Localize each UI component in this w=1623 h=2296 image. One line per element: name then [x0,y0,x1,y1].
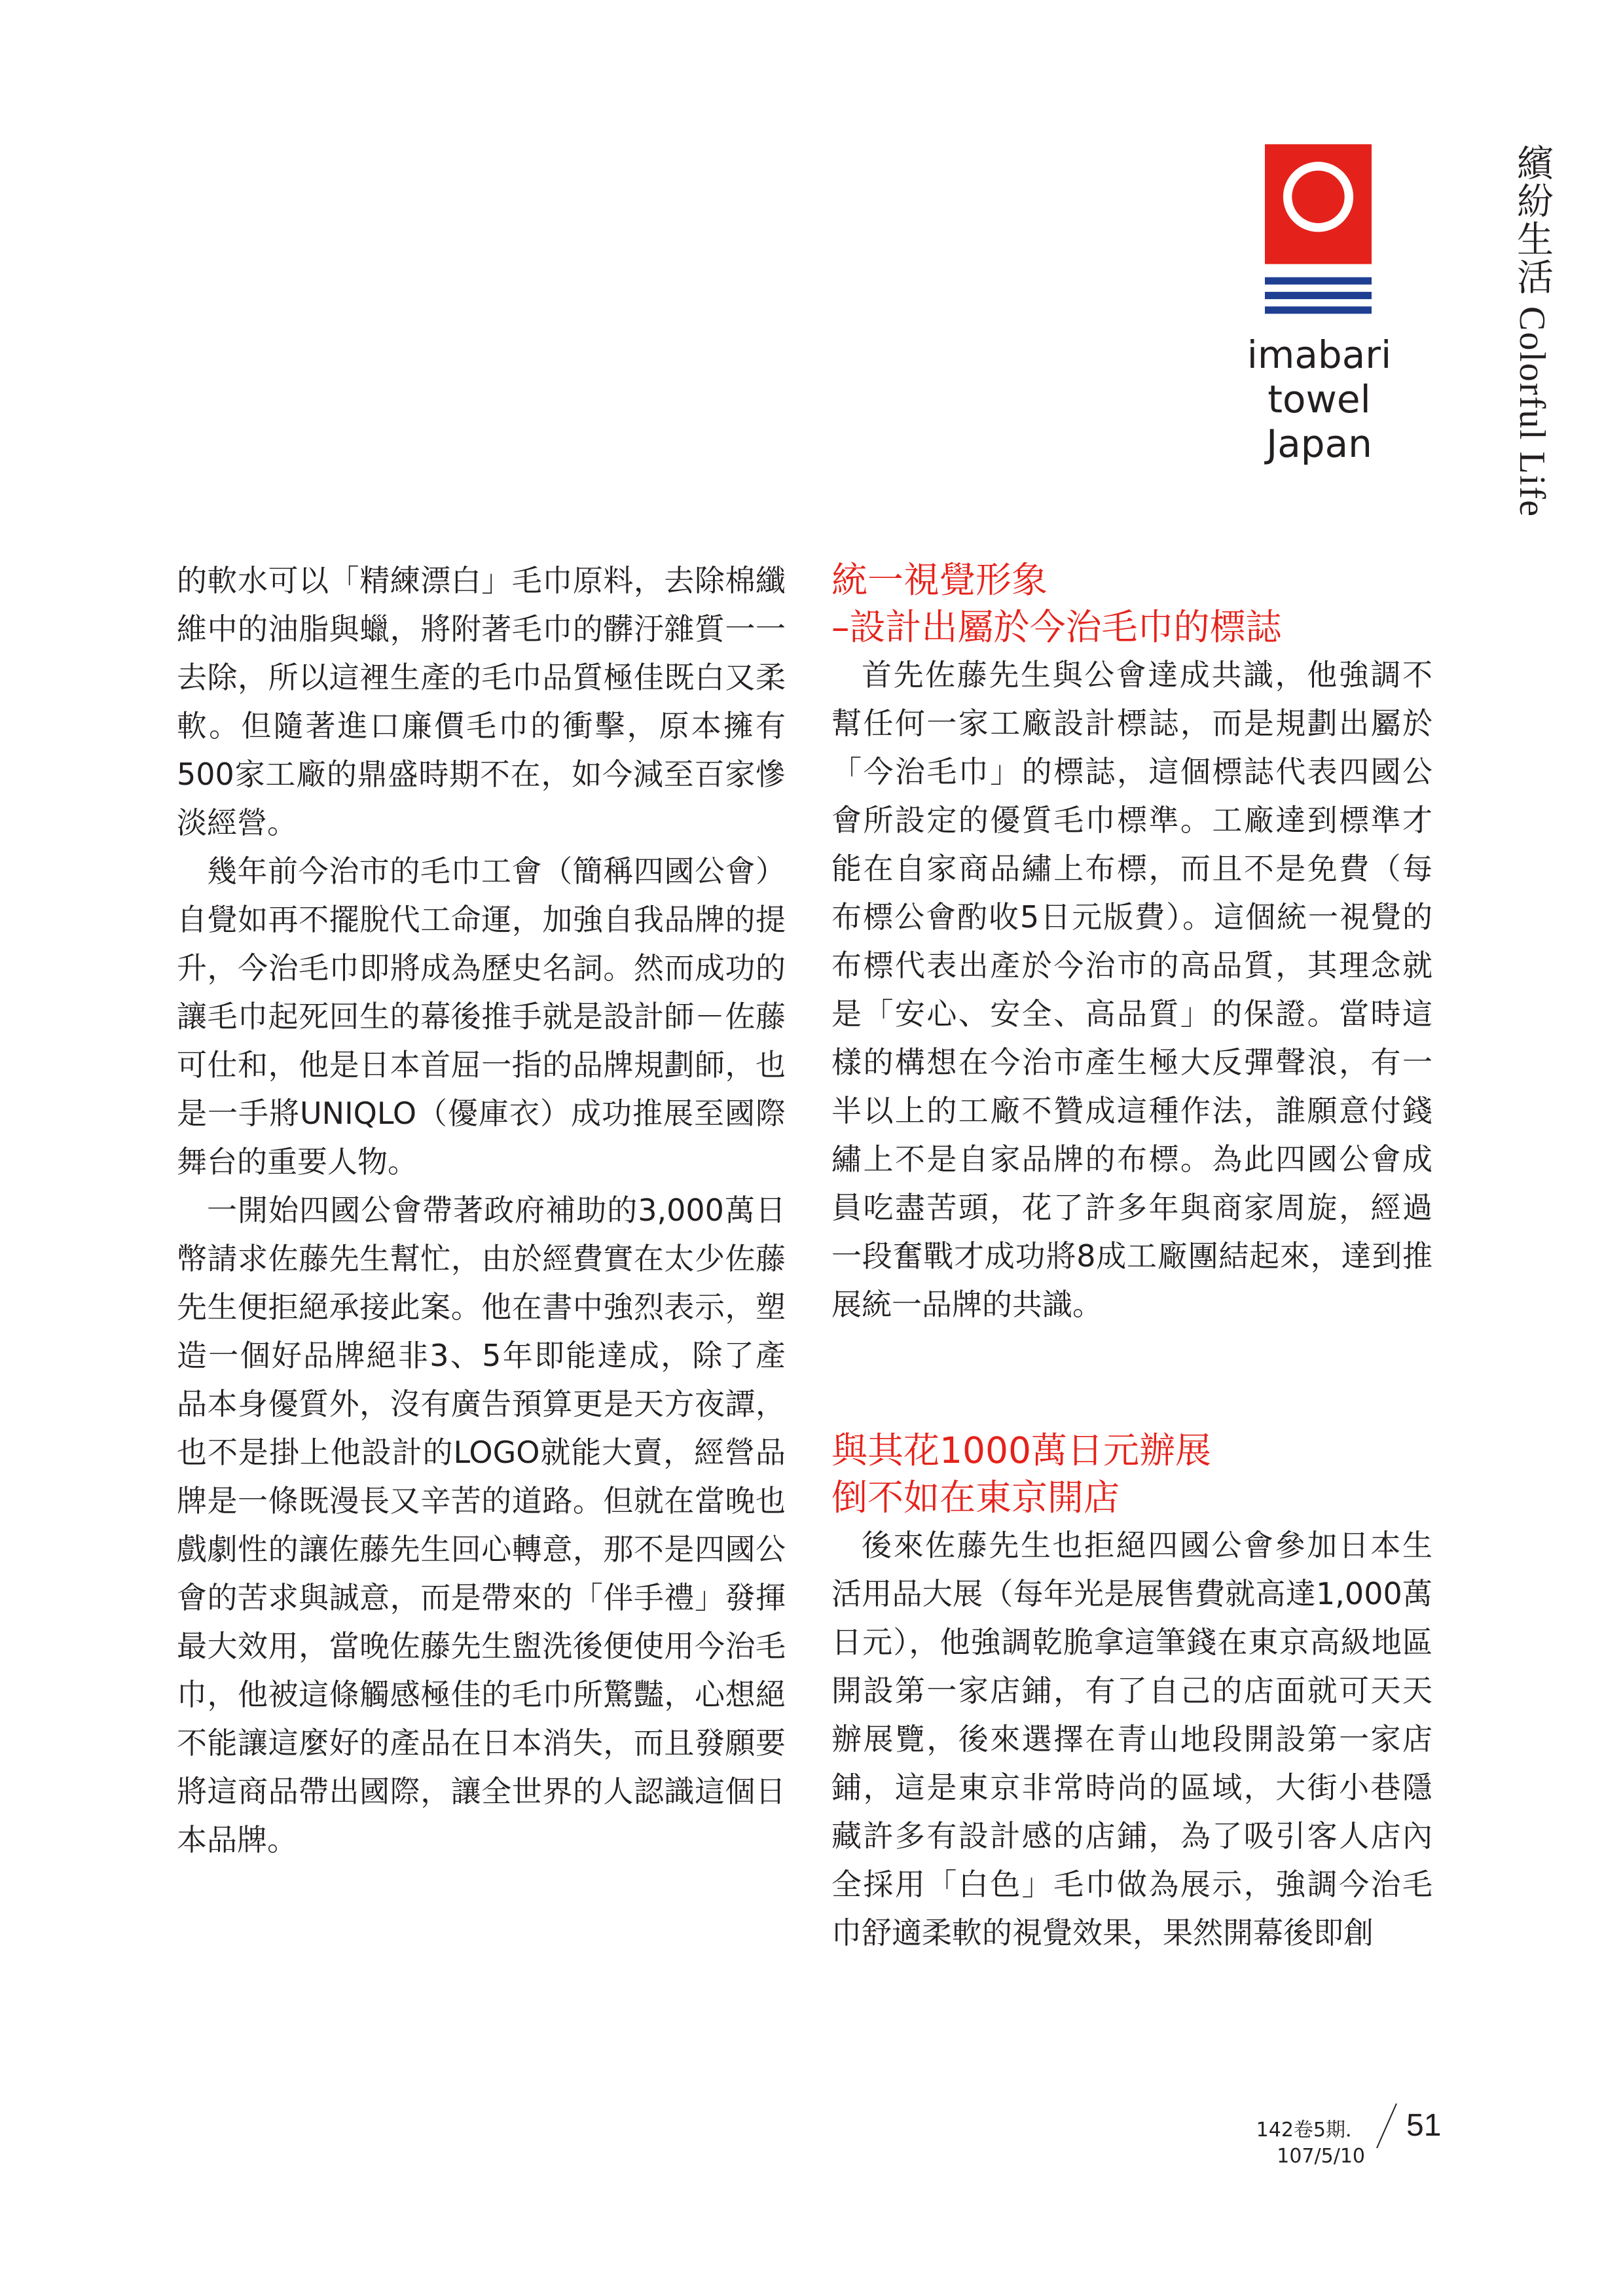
footer-divider [1375,2102,1398,2149]
logo-brand-line1: imabari towel [1247,332,1392,422]
paragraph: 後來佐藤先生也拒絕四國公會參加日本生活用品大展（每年光是展售費就高達1,000萬日元），他強調乾脆拿這筆錢在東京高級地區開設第一家店鋪，有了自己的店面就可天天辦展覽，後來選擇在青山地段開設第一家店鋪，這是東京非常時尚的區域，大街小巷隱藏許多有設計感的店鋪，為了吸引客人店內全採用「白色」毛巾做為展示，強調今治毛巾舒適柔軟的視覺效果，果然開幕後即創 [831,1528,1432,1950]
logo-wave-1 [1265,278,1372,285]
logo-wave-2 [1265,292,1372,299]
paragraph: 一開始四國公會帶著政府補助的3,000萬日幣請求佐藤先生幫忙，由於經費實在太少佐藤先生便拒絕承接此案。他在書中強烈表示，塑造一個好品牌絕非3、5年即能達成，除了產品本身優質外，沒有廣告預算更是天方夜譚，也不是掛上他設計的LOGO就能大賣，經營品牌是一條既漫長又辛苦的道路。但就在當晚也戲劇性的讓佐藤先生回心轉意，那不是四國公會的苦求與誠意，而是帶來的「伴手禮」發揮最大效用，當晚佐藤先生盥洗後便使用今治毛巾，他被這條觸感極佳的毛巾所驚豔，心想絕不能讓這麼好的產品在日本消失，而且發願要將這商品帶出國際，讓全世界的人認識這個日本品牌。 [177,1193,786,1857]
paragraph: 首先佐藤先生與公會達成共識，他強調不幫任何一家工廠設計標誌，而是規劃出屬於「今治毛巾」的標誌，這個標誌代表四國公會所設定的優質毛巾標準。工廠達到標準才能在自家商品繡上布標，而且不是免費（每布標公會酌收5日元版費）。這個統一視覺的布標代表出產於今治市的高品質，其理念就是「安心、安全、高品質」的保證。當時這樣的構想在今治市產生極大反彈聲浪，有一半以上的工廠不贊成這種作法，誰願意付錢繡上不是自家品牌的布標。為此四國公會成員吃盡苦頭，花了許多年與商家周旋，經過一段奮戰才成功將8成工廠團結起來，達到推展統一品牌的共識。 [831,657,1432,1322]
heading-line: 統一視覺形象 [831,559,1048,601]
logo-brand-line2: Japan [1266,422,1372,466]
right-column [831,556,1432,1957]
section-tag: 繽紛生活 Colorful Life [1512,144,1552,518]
page-number: 51 [1406,2108,1442,2143]
section-heading-1 [831,556,1432,651]
heading-line: 與其花1000萬日元辦展 [831,1429,1211,1471]
logo-sun [1292,171,1344,223]
heading-line: –設計出屬於今治毛巾的標誌 [831,606,1282,648]
section-heading-2 [831,1427,1432,1521]
paragraph: 的軟水可以「精練漂白」毛巾原料，去除棉纖維中的油脂與蠟，將附著毛巾的髒汙雜質一一去除，所以這裡生產的毛巾品質極佳既白又柔軟。但隨著進口廉價毛巾的衝擊，原本擁有500家工廠的鼎盛時期不在，如今減至百家慘淡經營。 [177,563,786,840]
heading-line: 倒不如在東京開店 [831,1477,1120,1518]
imabari-towel-logo [1265,144,1372,315]
left-column [177,556,786,1864]
paragraph: 幾年前今治市的毛巾工會（簡稱四國公會）自覺如再不擺脫代工命運，加強自我品牌的提升，今治毛巾即將成為歷史名詞。然而成功的讓毛巾起死回生的幕後推手就是設計師－佐藤可仕和，他是日本首屈一指的品牌規劃師，也是一手將UNIQLO（優庫衣）成功推展至國際舞台的重要人物。 [177,853,786,1179]
logo-wordmark [1192,332,1447,466]
issue-info: 142卷5期．107/5/10 [1256,2119,1365,2168]
logo-wave-3 [1265,306,1372,314]
